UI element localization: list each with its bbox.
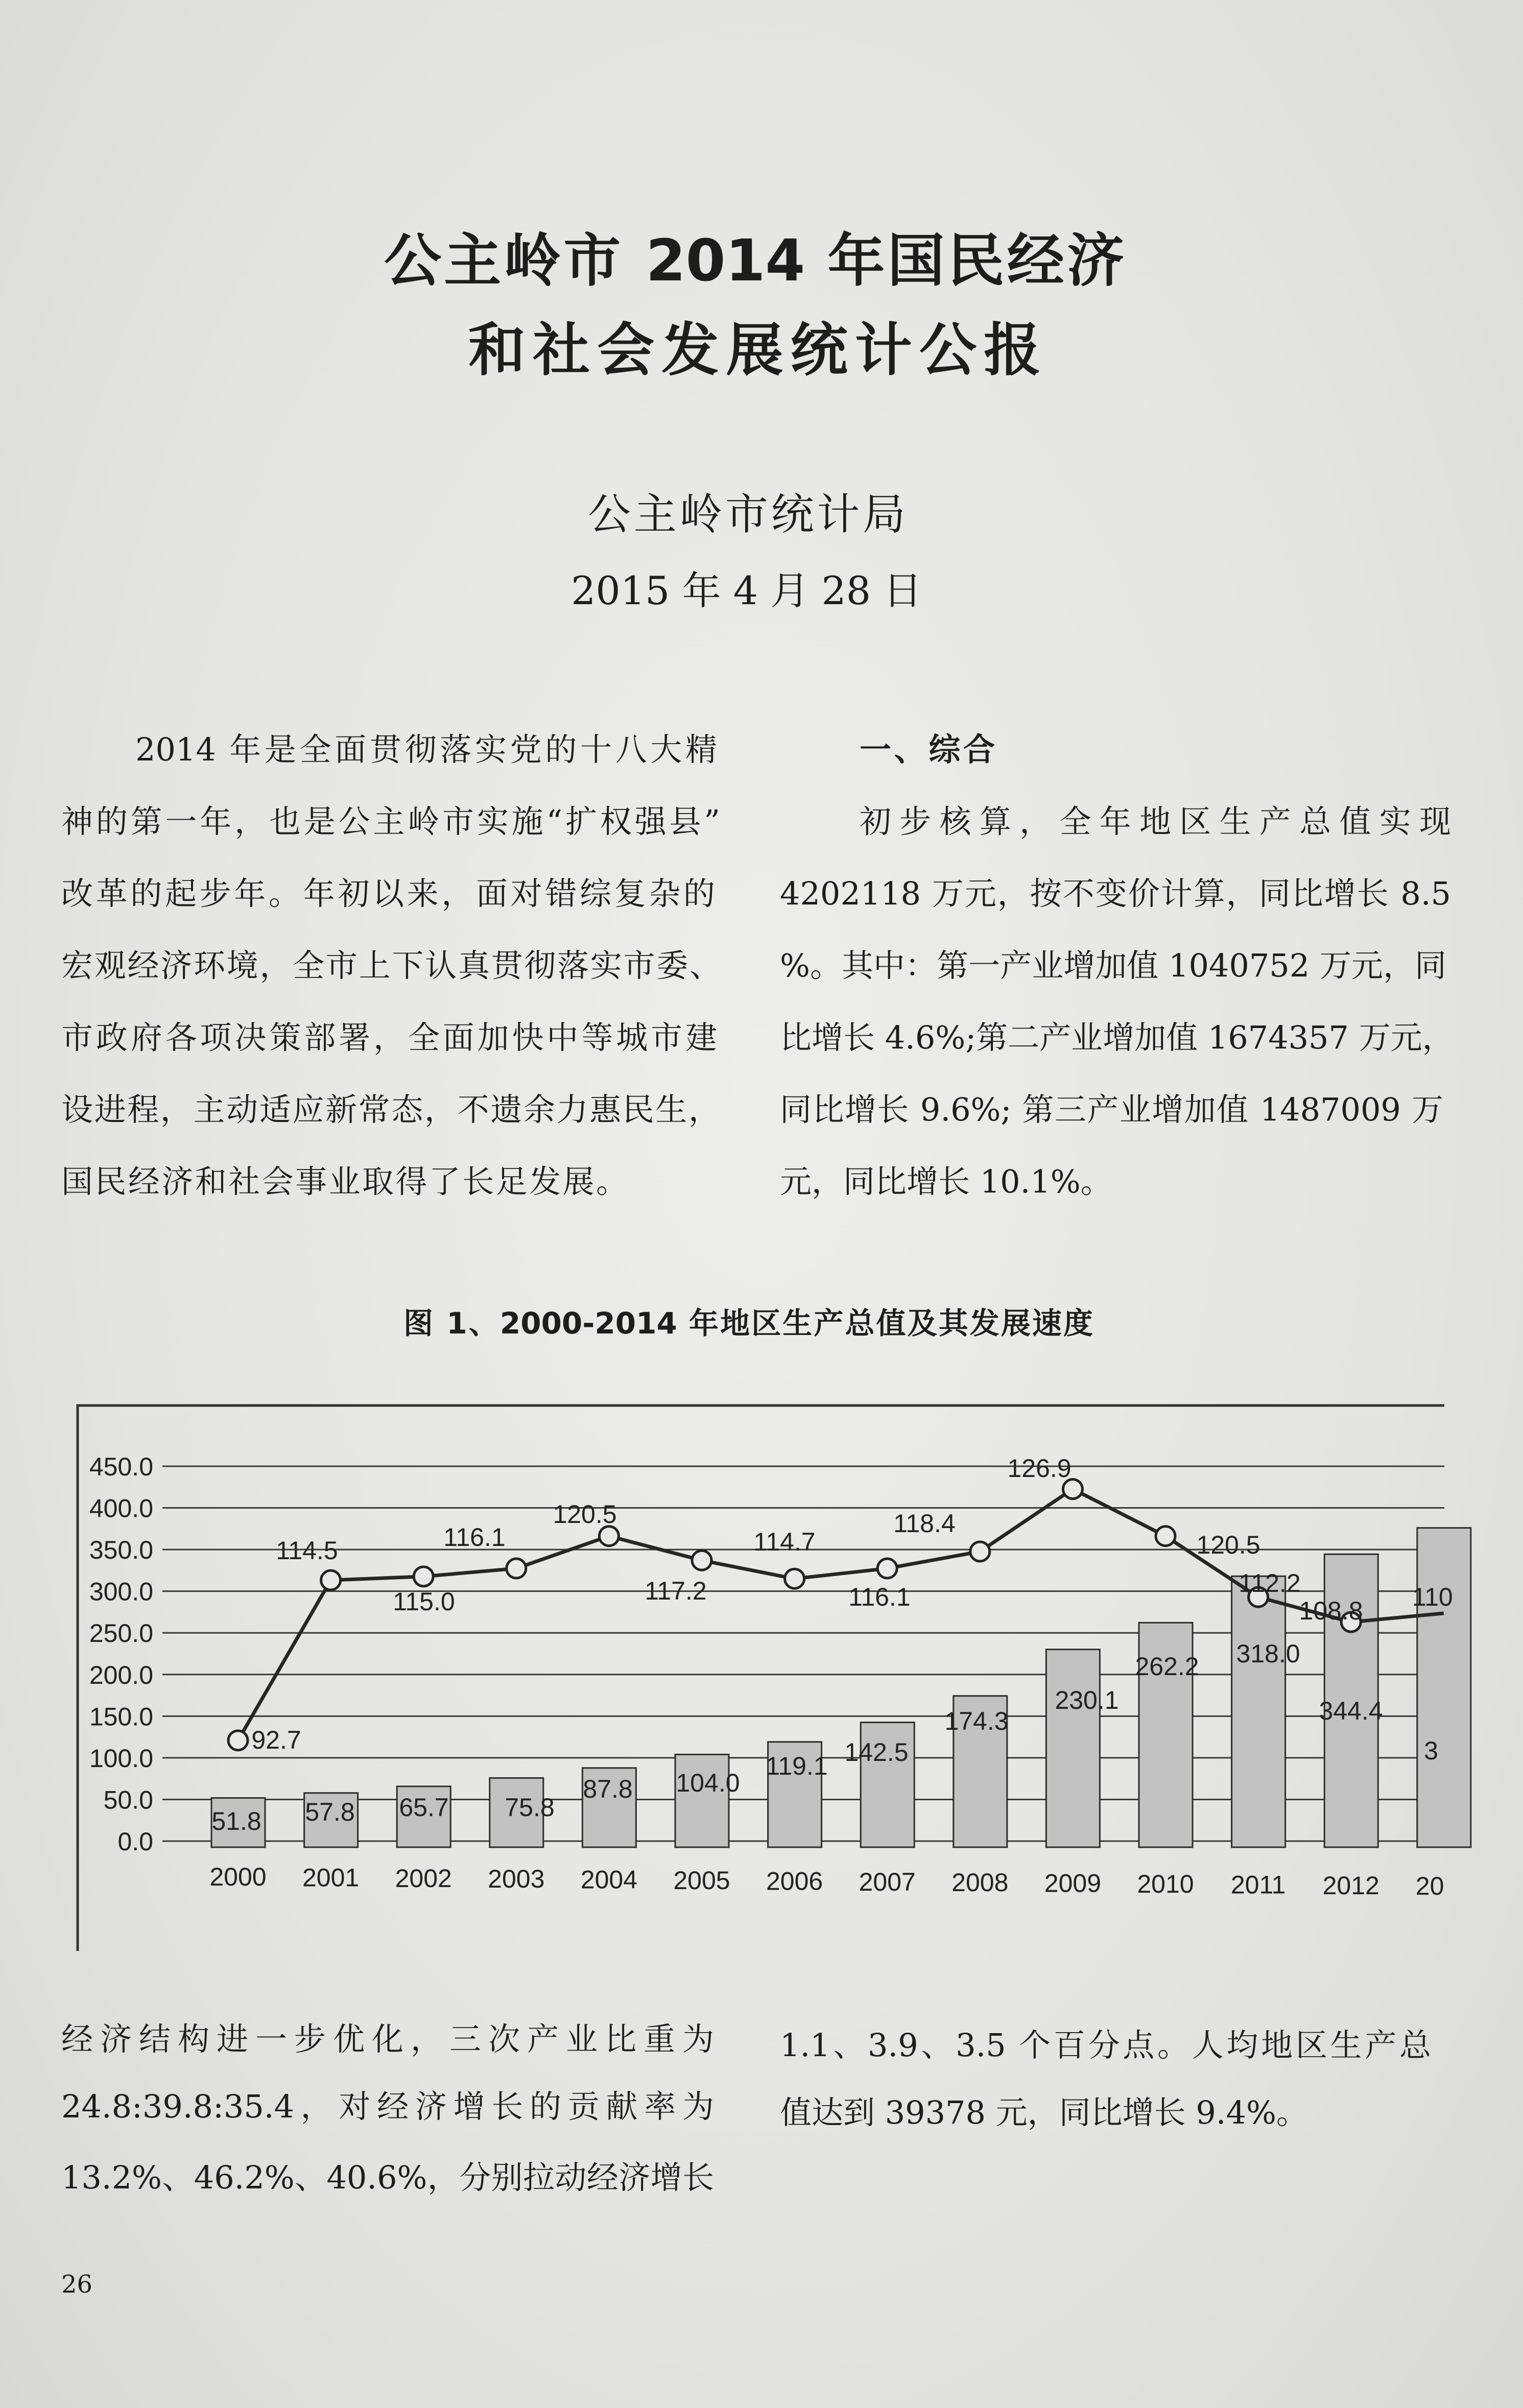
body-line: 经济结构进一步优化，三次产业比重为	[61, 2020, 714, 2058]
x-axis-label: 2001	[302, 1863, 360, 1892]
section-heading: 一、综合	[860, 731, 995, 768]
growth-point	[507, 1559, 526, 1578]
gdp-bar	[1417, 1528, 1471, 1847]
growth-point	[1156, 1527, 1175, 1546]
gdp-bar-label: 3	[1424, 1736, 1438, 1765]
x-axis-label: 2007	[859, 1867, 916, 1896]
body-line: 值达到 39378 元，同比增长 9.4%。	[780, 2094, 1308, 2131]
y-axis-tick-label: 400.0	[89, 1494, 153, 1523]
body-line: 13.2%、46.2%、40.6%，分别拉动经济增长	[61, 2159, 714, 2196]
section-line: 4202118 万元，按不变价计算，同比增长 8.5	[780, 875, 1451, 912]
gdp-bar-label: 104.0	[676, 1769, 740, 1797]
page-number: 26	[61, 2270, 93, 2299]
section-line: %。其中：第一产业增加值 1040752 万元，同	[780, 947, 1446, 984]
y-axis-tick-label: 450.0	[89, 1452, 153, 1481]
x-axis-label: 2012	[1322, 1871, 1379, 1900]
y-axis-tick-label: 300.0	[89, 1577, 153, 1606]
growth-label: 118.4	[893, 1509, 956, 1538]
growth-label: 116.1	[443, 1523, 506, 1552]
x-axis-label: 2008	[951, 1868, 1009, 1897]
x-axis-label: 20	[1415, 1872, 1444, 1901]
x-axis-label: 2002	[395, 1864, 452, 1893]
growth-label: 120.5	[553, 1500, 617, 1529]
growth-label: 92.7	[251, 1726, 301, 1754]
gdp-bar-label: 51.8	[211, 1807, 261, 1835]
section-line: 元，同比增长 10.1%。	[780, 1163, 1112, 1200]
y-axis-tick-label: 250.0	[89, 1619, 153, 1648]
growth-point	[599, 1527, 618, 1546]
gdp-bar-label: 344.4	[1319, 1697, 1383, 1725]
growth-point	[228, 1731, 248, 1750]
x-axis-label: 2009	[1044, 1869, 1102, 1898]
y-axis-tick-label: 100.0	[89, 1744, 153, 1773]
gdp-bar-label: 57.8	[305, 1798, 355, 1826]
y-axis-tick-label: 200.0	[89, 1660, 153, 1689]
y-axis-tick-label: 0.0	[117, 1827, 153, 1856]
growth-label: 120.5	[1196, 1531, 1260, 1559]
gdp-bar-label: 75.8	[505, 1793, 555, 1822]
gdp-bar-label: 262.2	[1135, 1652, 1199, 1681]
gdp-bar	[1232, 1576, 1286, 1847]
report-title-line-1: 公主岭市 2014 年国民经济	[384, 228, 1124, 294]
growth-point	[321, 1570, 341, 1590]
gdp-bar-label: 87.8	[583, 1775, 633, 1803]
intro-line: 2014 年是全面贯彻落实党的十八大精	[135, 731, 717, 768]
body-line: 1.1、3.9、3.5 个百分点。人均地区生产总	[780, 2026, 1431, 2064]
growth-point	[877, 1559, 897, 1578]
issue-date: 2015 年 4 月 28 日	[571, 568, 922, 613]
x-axis-label: 2006	[766, 1867, 823, 1896]
growth-label: 117.2	[645, 1577, 707, 1605]
y-axis-tick-label: 150.0	[89, 1702, 153, 1731]
gdp-bar-label: 230.1	[1055, 1686, 1119, 1714]
section-line: 初步核算，全年地区生产总值实现	[860, 803, 1451, 840]
growth-point	[692, 1551, 711, 1570]
gdp-bar-label: 174.3	[944, 1707, 1009, 1735]
gdp-bar-label: 142.5	[844, 1738, 909, 1767]
x-axis-label: 2011	[1230, 1870, 1286, 1899]
section-line: 比增长 4.6%;第二产业增加值 1674357 万元，	[780, 1019, 1454, 1056]
section-line: 同比增长 9.6%; 第三产业增加值 1487009 万	[780, 1091, 1443, 1128]
growth-label: 112.2	[1239, 1569, 1301, 1598]
x-axis-label: 2003	[488, 1865, 545, 1894]
gdp-bar-label: 119.1	[766, 1752, 828, 1780]
growth-label: 115.0	[393, 1587, 455, 1616]
x-axis-label: 2005	[673, 1866, 730, 1895]
growth-label: 114.7	[753, 1528, 816, 1556]
growth-label: 110	[1412, 1583, 1453, 1611]
intro-line: 宏观经济环境，全市上下认真贯彻落实市委、	[61, 947, 721, 984]
intro-line: 市政府各项决策部署，全面加快中等城市建	[61, 1019, 717, 1056]
intro-line: 神的第一年，也是公主岭市实施“扩权强县”	[61, 803, 720, 840]
y-axis-tick-label: 50.0	[103, 1785, 153, 1815]
growth-point	[970, 1542, 990, 1561]
intro-line: 国民经济和社会事业取得了长足发展。	[61, 1163, 628, 1200]
x-axis-label: 2000	[209, 1863, 267, 1891]
issuing-agency: 公主岭市统计局	[588, 489, 906, 539]
figure-caption: 图 1、2000-2014 年地区生产总值及其发展速度	[403, 1306, 1093, 1341]
intro-line: 设进程，主动适应新常态，不遗余力惠民生，	[61, 1091, 720, 1128]
x-axis-labels	[209, 1863, 1444, 1900]
y-axis-tick-label: 350.0	[89, 1536, 153, 1565]
body-line: 24.8:39.8:35.4，对经济增长的贡献率为	[61, 2088, 714, 2125]
intro-line: 改革的起步年。年初以来，面对错综复杂的	[61, 875, 715, 912]
x-axis-label: 2004	[580, 1865, 638, 1894]
gdp-bar-label: 318.0	[1236, 1639, 1300, 1668]
gdp-chart	[76, 1399, 1453, 1956]
gdp-bar-label: 65.7	[399, 1793, 449, 1822]
gdp-bar	[1046, 1650, 1100, 1847]
x-axis-label: 2010	[1137, 1870, 1194, 1898]
report-title-line-2: 和社会发展统计公报	[468, 317, 1041, 384]
growth-label: 116.1	[848, 1583, 911, 1611]
growth-label: 108.8	[1299, 1596, 1363, 1625]
growth-point	[414, 1567, 433, 1586]
growth-label: 114.5	[276, 1536, 338, 1565]
growth-point	[785, 1569, 804, 1588]
growth-label: 126.9	[1007, 1454, 1072, 1483]
